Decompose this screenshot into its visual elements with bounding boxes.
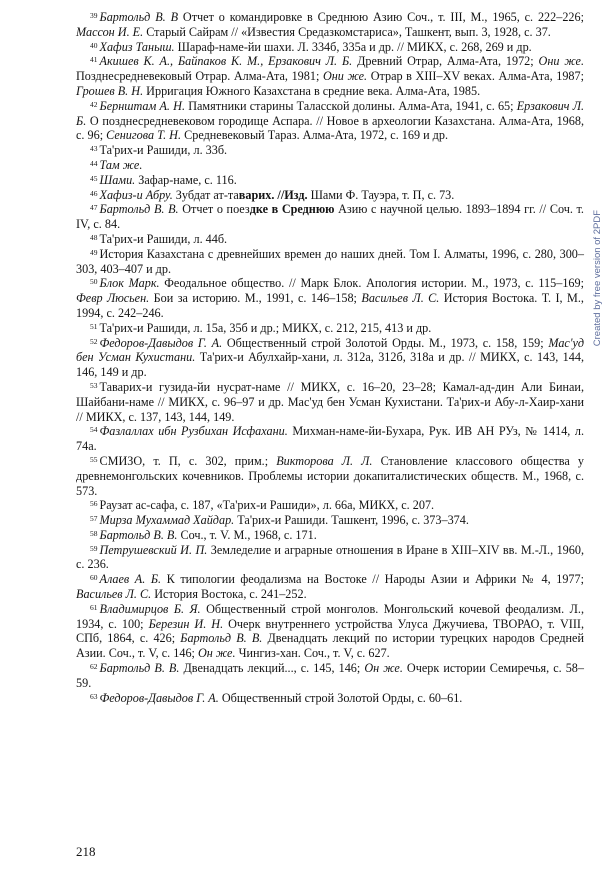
footnote-number: 40 [90, 40, 98, 50]
footnote-53 [76, 380, 584, 424]
footnote-text: Памятники старины Таласской долины. Алма-Ата, 1941, с. 65; [185, 98, 517, 113]
footnote-45 [76, 173, 584, 188]
footnote-author: Массон И. Е. [76, 24, 144, 39]
footnote-51 [76, 321, 584, 336]
footnote-author: Ерзакович Л. Б. [76, 98, 584, 128]
footnote-author: Он же. [364, 661, 403, 676]
footnote-number: 44 [90, 158, 98, 168]
footnote-author: Фазлаллах ибн Рузбихан Исфахани. [99, 424, 288, 439]
footnote-author: Там же. [99, 157, 143, 172]
footnote-63 [76, 691, 584, 706]
footnote-56 [76, 498, 584, 513]
footnote-text: К типологии феодализма на Востоке // Народы Азии и Африки № 4, 1977; [161, 572, 584, 587]
footnote-number: 51 [90, 321, 98, 331]
footnote-author: Блок Марк. [99, 276, 160, 291]
footnote-number: 49 [90, 247, 98, 257]
footnote-62 [76, 661, 584, 691]
footnote-text: Зафар-наме, с. 116. [135, 172, 237, 187]
footnote-author: Васильев Л. С. [76, 587, 152, 602]
footnote-number: 58 [90, 528, 98, 538]
footnote-number: 62 [90, 662, 98, 672]
footnote-number: 61 [90, 602, 98, 612]
footnote-author: Он же. [197, 646, 236, 661]
footnote-text: СМИЗО, т. П, с. 302, прим.; [99, 453, 277, 468]
footnote-text: Средневековый Тараз. Алма-Ата, 1972, с. 169 и др. [181, 128, 449, 143]
footnote-number: 45 [90, 173, 98, 183]
footnote-text: Та'рих-и Абулхайр-хани, л. 312а, 312б, 318а и др. // МИКХ, с. 143, 144, 146, 149 и др. [76, 350, 584, 380]
footnote-number: 47 [90, 203, 98, 213]
footnote-58 [76, 528, 584, 543]
footnote-text: Двенадцать лекций по истории турецких народов Средней Азии. Соч., т. V, с. 146; [76, 631, 584, 661]
footnote-author: Бернштам А. Н. [99, 98, 186, 113]
footnote-60 [76, 572, 584, 602]
footnote-author: Они же. [322, 69, 368, 84]
footnote-number: 46 [90, 188, 98, 198]
footnote-61 [76, 602, 584, 661]
footnote-text: История Востока. Т. I, М., 1994, с. 242–246. [76, 291, 584, 320]
footnote-43 [76, 143, 584, 158]
footnote-author: Февр Люсьен. [76, 291, 150, 306]
footnote-text: Шараф-наме-йи шахи. Л. 334б, 335а и др. // МИКХ, с. 268, 269 и др. [174, 39, 532, 54]
footnote-text: Та'рих-и Рашиди, л. 44б. [99, 231, 228, 246]
footnote-46 [76, 188, 584, 203]
footnote-number: 56 [90, 499, 98, 509]
footnote-text: Очерк внутреннего устройства Улуса Джучиева, ТВОРАО, т. VIII, СПб, 1864, с. 426; [76, 616, 584, 646]
footnote-number: 43 [90, 144, 98, 154]
footnote-text: Позднесредневековый Отрар. Алма-Ата, 1981; [76, 69, 323, 84]
footnote-author: Грошев В. Н. [76, 83, 144, 98]
footnote-author: Акишев К. А., Байпаков К. М., Ерзакович Л. Б. [99, 54, 353, 69]
footnote-author: Березин И. Н. [148, 616, 224, 631]
footnote-number: 63 [90, 691, 98, 701]
footnote-text: Азию с научной целью. 1893–1894 гг. // Соч. т. IV, с. 84. [76, 202, 584, 232]
footnote-author: Федоров-Давыдов Г. А. [99, 690, 219, 705]
footnote-text: Бои за историю. М., 1991, с. 146–158; [149, 291, 362, 306]
watermark: Created by free version of 2PDF [592, 210, 603, 347]
footnote-author: Бартольд В. В. [99, 527, 178, 542]
page-number: 218 [76, 844, 96, 859]
footnote-text: варих. //Изд. [238, 187, 308, 202]
footnote-text: Чингиз-хан. Соч., т. V, с. 627. [235, 646, 390, 661]
footnote-57 [76, 513, 584, 528]
footnote-number: 42 [90, 99, 98, 109]
footnote-author: Бартольд В. В [99, 10, 179, 24]
footnote-text: История Казахстана с древнейших времен до наших дней. Том I. Алматы, 1996, с. 280, 300–303, 403–407 и др. [76, 246, 584, 276]
footnote-number: 50 [90, 277, 98, 287]
footnote-55 [76, 454, 584, 498]
footnote-54 [76, 424, 584, 454]
footnote-number: 53 [90, 380, 98, 390]
footnote-number: 57 [90, 514, 98, 524]
footnote-text: О позднесредневековом городище Аспара. // Новое в археологии Казахстана. Алма-Ата, 1968, с. 96; [76, 113, 584, 143]
footnote-number: 54 [90, 425, 98, 435]
footnote-41 [76, 54, 584, 98]
footnote-author: Хафиз Таныш. [99, 39, 175, 54]
footnote-number: 59 [90, 543, 98, 553]
footnote-text: Та'рих-и Рашиди. Ташкент, 1996, с. 373–374. [234, 513, 469, 528]
footnote-author: Васильев Л. С. [361, 291, 440, 306]
footnote-author: Алаев А. Б. [99, 572, 162, 587]
footnote-text: История Востока, с. 241–252. [151, 587, 307, 602]
footnote-text: Старый Сайрам // «Известия Средазкомстариса», Ташкент, вып. 3, 1928, с. 37. [143, 24, 551, 39]
footnote-author: Петрушевский И. П. [99, 542, 208, 557]
footnote-text: Общественный строй Золотой Орды, с. 60–61. [218, 690, 463, 705]
footnote-number: 39 [90, 11, 98, 20]
footnote-text: Земледелие и аграрные отношения в Иране в XIII–XIV вв. М.-Л., 1960, с. 236. [76, 542, 584, 572]
footnote-text: Очерк истории Семиречья, с. 58–59. [76, 661, 584, 690]
footnote-text: Михман-наме-йи-Бухара, Рук. ИВ АН РУз, № 1414, л. 74а. [76, 424, 584, 454]
footnote-59 [76, 543, 584, 573]
footnote-text: Общественный строй монголов. Монгольский кочевой феодализм. Л., 1934, с. 100; [76, 601, 584, 631]
footnote-author: Владимирцов Б. Я. [99, 601, 201, 616]
footnote-author: Бартольд В. В. [99, 661, 180, 676]
footnote-number: 55 [90, 454, 98, 464]
footnote-50 [76, 276, 584, 320]
footnote-number: 52 [90, 336, 98, 346]
footnote-text: Ирригация Южного Казахстана в средние века. Алма-Ата, 1985. [143, 83, 481, 98]
footnote-48 [76, 232, 584, 247]
footnote-42 [76, 99, 584, 143]
footnote-text: Соч., т. V. М., 1968, с. 171. [177, 527, 317, 542]
footnote-text: Отчет о командировке в Среднюю Азию Соч., т. III, М., 1965, с. 222–226; [178, 10, 584, 24]
footnote-text: Отрар в XIII–XV веках. Алма-Ата, 1987; [367, 69, 584, 84]
footnote-author: Сенигова Т. Н. [106, 128, 182, 143]
footnote-text: Таварих-и гузида-йи нусрат-наме // МИКХ, с. 16–20, 23–28; Камал-ад-дин Али Бинаи, Шайбани-наме // МИКХ, с. 96–97 и др. Мас'уд бен Усман Кухистани. Та'рих-и Абу-л-Хаир-хани // МИКХ, с. 137, 143, 144, 149. [76, 379, 584, 424]
footnote-author: Шами. [99, 172, 136, 187]
footnote-author: Они же. [538, 54, 584, 69]
footnote-author: Мирза Мухаммад Хайдар. [99, 513, 235, 528]
footnote-author: Федоров-Давыдов Г. А. [99, 335, 223, 350]
footnote-author: Бартольд В. В. [180, 631, 263, 646]
footnote-40 [76, 40, 584, 55]
footnote-author: Бартольд В. В. [99, 202, 179, 217]
footnote-text: Та'рих-и Рашиди, л. 15а, 35б и др.; МИКХ, с. 212, 215, 413 и др. [99, 320, 432, 335]
footnote-47 [76, 202, 584, 232]
footnote-author: Хафиз-и Абру. [99, 187, 173, 202]
footnote-text: Отчет о поез [178, 202, 250, 217]
footnote-text: дке в Среднюю [249, 202, 335, 217]
footnote-text: Становление классового общества у древнемонгольских кочевников. Проблемы истории докапиталистических обществ. М., 1968, с. 573. [76, 453, 584, 498]
footnote-52 [76, 336, 584, 380]
footnote-number: 48 [90, 232, 98, 242]
footnote-text: Общественный строй Золотой Орды. М., 1973, с. 158, 159; [222, 335, 549, 350]
footnote-text: Зубдат ат-та [172, 187, 239, 202]
footnote-text: Раузат ас-сафа, с. 187, «Та'рих-и Рашиди», л. 66а, МИКХ, с. 207. [99, 498, 435, 513]
footnote-author: Мас'уд бен Усман Кухистани. [76, 335, 584, 365]
footnotes-list [76, 10, 584, 705]
footnote-number: 41 [90, 55, 98, 65]
footnote-text: Древний Отрар, Алма-Ата, 1972; [352, 54, 539, 69]
footnote-text: Шами Ф. Тауэра, т. П, с. 73. [307, 187, 455, 202]
footnote-text: Двенадцать лекций..., с. 145, 146; [179, 661, 365, 676]
footnote-44 [76, 158, 584, 173]
footnote-39 [76, 10, 584, 40]
footnote-text: Та'рих-и Рашиди, л. 33б. [99, 143, 228, 158]
footnote-number: 60 [90, 573, 98, 583]
footnote-49 [76, 247, 584, 277]
footnote-text: Феодальное общество. // Марк Блок. Апология истории. М., 1973, с. 115–169; [159, 276, 584, 291]
footnote-author: Викторова Л. Л. [276, 453, 373, 468]
